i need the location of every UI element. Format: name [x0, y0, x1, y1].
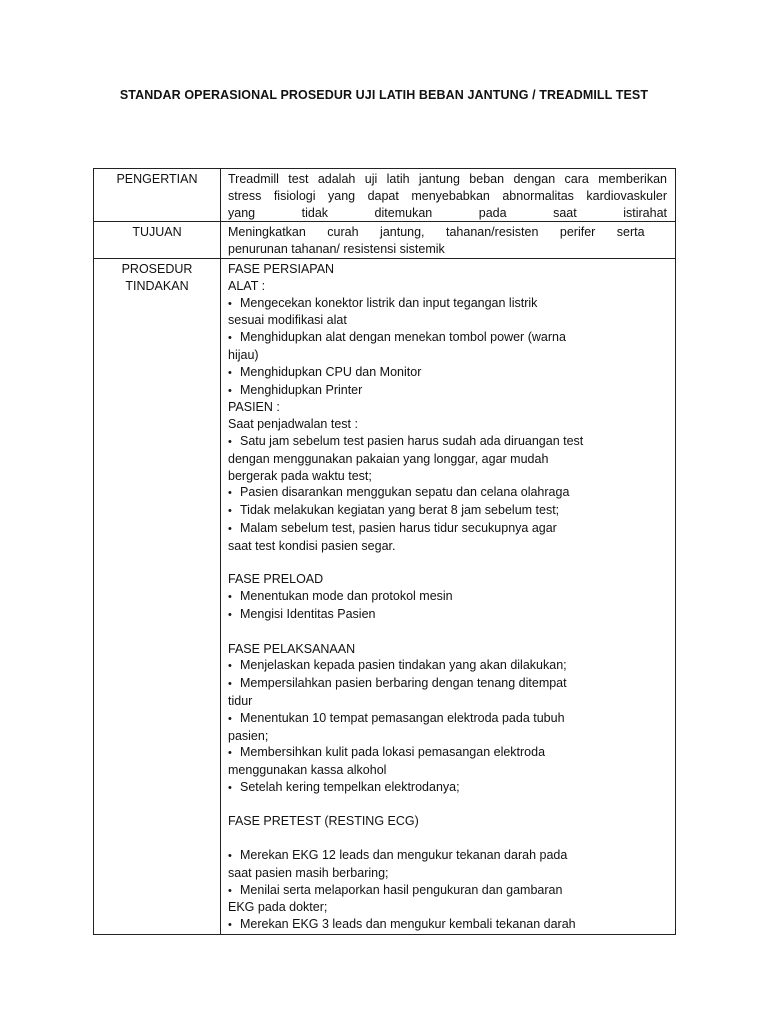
- list-item: • Tidak melakukan kegiatan yang berat 8 jam sebelum test;: [228, 502, 667, 520]
- spacer: [228, 830, 667, 847]
- fase-pelaksanaan-heading: FASE PELAKSANAAN: [228, 641, 356, 656]
- fase-pretest-heading: FASE PRETEST (RESTING ECG): [228, 814, 419, 829]
- list-item: • Satu jam sebelum test pasien harus sudah ada diruangan test: [228, 433, 667, 451]
- list-item: • Merekan EKG 12 leads dan mengukur tekanan darah pada: [228, 847, 667, 865]
- list-item: • Membersihkan kulit pada lokasi pemasangan elektroda: [228, 744, 667, 762]
- penjadwalan-label: Saat penjadwalan test :: [228, 417, 358, 432]
- list-item: • Menentukan mode dan protokol mesin: [228, 588, 667, 606]
- list-item: • Menghidupkan CPU dan Monitor: [228, 364, 667, 382]
- label-prosedur: [94, 258, 221, 934]
- list-item-continuation: pasien;: [228, 728, 269, 743]
- list-item-continuation: bergerak pada waktu test;: [228, 468, 372, 483]
- list-item: • Menjelaskan kepada pasien tindakan yang akan dilakukan;: [228, 657, 667, 675]
- spacer: [228, 797, 667, 814]
- list-item-continuation: hijau): [228, 347, 259, 362]
- list-item: • Merekan EKG 3 leads dan mengukur kembali tekanan darah: [228, 916, 667, 934]
- pengertian-line: stress fisiologi yang dapat menyebabkan abnormalitas kardiovaskuler: [228, 188, 667, 203]
- spacer: [228, 624, 667, 641]
- document-title: STANDAR OPERASIONAL PROSEDUR UJI LATIH BEBAN JANTUNG / TREADMILL TEST: [119, 88, 649, 102]
- list-item-continuation: dengan menggunakan pakaian yang longgar, agar mudah: [228, 451, 549, 466]
- pasien-heading: PASIEN :: [228, 400, 280, 415]
- list-item-continuation: EKG pada dokter;: [228, 900, 328, 915]
- content-prosedur: [221, 258, 676, 934]
- list-item: • Mengisi Identitas Pasien: [228, 606, 667, 624]
- alat-heading: ALAT :: [228, 278, 266, 293]
- list-item-continuation: saat pasien masih berbaring;: [228, 865, 389, 880]
- row-prosedur: [94, 258, 676, 934]
- list-item: • Pasien disarankan menggukan sepatu dan celana olahraga: [228, 484, 667, 502]
- label-tujuan: TUJUAN: [94, 222, 221, 259]
- fase-persiapan-heading: FASE PERSIAPAN: [228, 261, 335, 276]
- list-item-continuation: tidur: [228, 693, 253, 708]
- list-item-continuation: menggunakan kassa alkohol: [228, 763, 387, 778]
- sop-table: [93, 168, 676, 935]
- fase-preload-heading: FASE PRELOAD: [228, 572, 324, 587]
- spacer: [228, 555, 667, 572]
- list-item: • Menentukan 10 tempat pemasangan elektroda pada tubuh: [228, 710, 667, 728]
- label-prosedur-line: TINDAKAN: [125, 278, 189, 293]
- list-item: • Mempersilahkan pasien berbaring dengan tenang ditempat: [228, 675, 667, 693]
- pengertian-line: Treadmill test adalah uji latih jantung beban dengan cara memberikan: [228, 172, 667, 186]
- pengertian-line: yang tidak ditemukan pada saat istirahat: [228, 205, 667, 220]
- row-pengertian: [94, 169, 676, 222]
- tujuan-line: penurunan tahanan/ resistensi sistemik: [228, 242, 445, 257]
- row-tujuan: [94, 222, 676, 259]
- list-item: • Setelah kering tempelkan elektrodanya;: [228, 779, 667, 797]
- list-item: • Mengecekan konektor listrik dan input tegangan listrik: [228, 295, 667, 313]
- list-item: • Menghidupkan Printer: [228, 382, 667, 400]
- list-item: • Malam sebelum test, pasien harus tidur secukupnya agar: [228, 520, 667, 538]
- list-item: • Menilai serta melaporkan hasil pengukuran dan gambaran: [228, 882, 667, 900]
- tujuan-line: Meningkatkan curah jantung, tahanan/resisten perifer serta: [228, 225, 645, 240]
- list-item-continuation: saat test kondisi pasien segar.: [228, 538, 396, 553]
- label-pengertian: PENGERTIAN: [94, 169, 221, 222]
- list-item-continuation: sesuai modifikasi alat: [228, 313, 347, 328]
- content-tujuan: [221, 222, 676, 259]
- label-prosedur-line: PROSEDUR: [121, 261, 193, 276]
- content-pengertian: [221, 169, 676, 222]
- list-item: • Menghidupkan alat dengan menekan tombol power (warna: [228, 329, 667, 347]
